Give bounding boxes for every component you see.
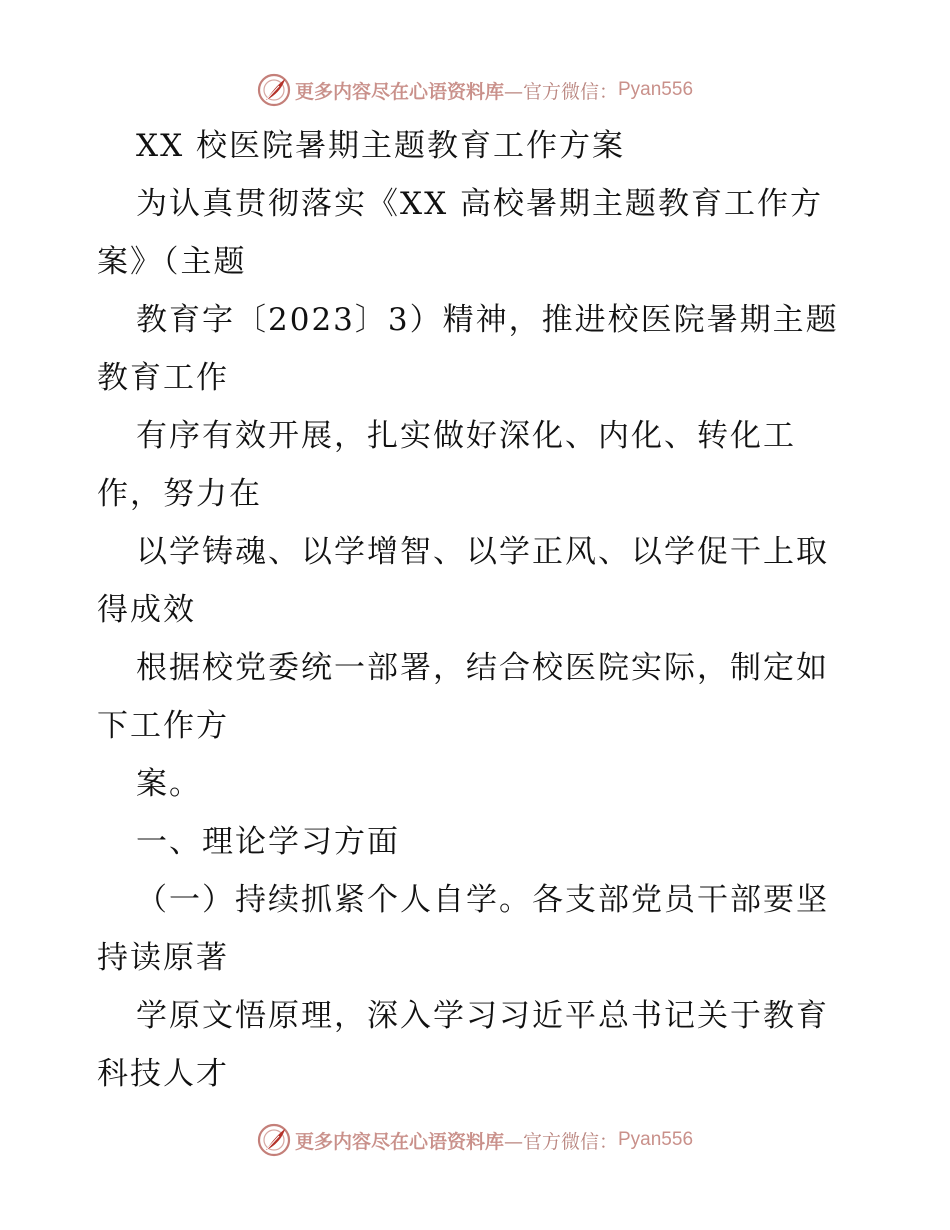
document-line: 根据校党委统一部署，结合校医院实际，制定如 <box>136 650 829 686</box>
document-line: 下工作方 <box>97 708 229 744</box>
document-line: 得成效 <box>97 592 196 628</box>
document-line: 案。 <box>136 766 202 802</box>
document-line: 案》（主题 <box>97 244 247 280</box>
document-line: 以学铸魂、以学增智、以学正风、以学促干上取 <box>136 534 829 570</box>
document-body <box>97 117 857 1103</box>
feather-quill-circle-icon <box>257 1123 291 1157</box>
document-line: 教育工作 <box>97 360 229 396</box>
document-line: 一、理论学习方面 <box>136 824 400 860</box>
document-line: 作，努力在 <box>97 476 262 512</box>
watermark-site-name: 更多内容尽在心语资料库 <box>294 1130 504 1153</box>
document-line: 持读原著 <box>97 940 229 976</box>
feather-quill-circle-icon <box>257 73 291 107</box>
header-watermark <box>0 70 950 110</box>
document-line: （一）持续抓紧个人自学。各支部党员干部要坚 <box>136 882 829 918</box>
watermark-separator: —官方微信： <box>503 1130 618 1153</box>
watermark-site-name: 更多内容尽在心语资料库 <box>294 80 504 103</box>
watermark-separator: —官方微信： <box>503 80 618 103</box>
footer-watermark <box>0 1120 950 1160</box>
document-line: 有序有效开展，扎实做好深化、内化、转化工 <box>136 418 796 454</box>
watermark-wechat-id: Pyan556 <box>618 1129 694 1150</box>
watermark-wechat-id: Pyan556 <box>618 79 694 100</box>
document-line: 学原文悟原理，深入学习习近平总书记关于教育 <box>136 998 829 1034</box>
document-line: 科技人才 <box>97 1056 229 1092</box>
document-line: 教育字〔2023〕3）精神，推进校医院暑期主题 <box>136 302 839 338</box>
document-line: XX 校医院暑期主题教育工作方案 <box>136 128 625 164</box>
document-line: 为认真贯彻落实《XX 高校暑期主题教育工作方 <box>136 186 823 222</box>
